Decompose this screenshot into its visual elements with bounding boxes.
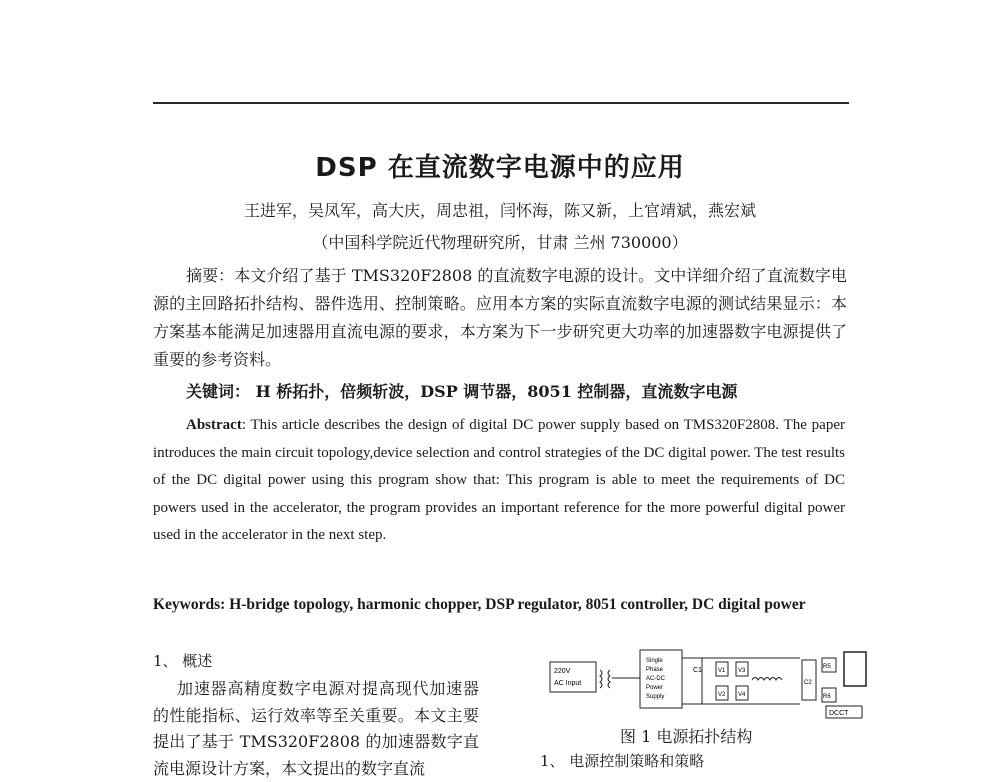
abstract-chinese: 摘要：本文介绍了基于 TMS320F2808 的直流数字电源的设计。文中详细介绍了直流数字电源的主回路拓扑结构、器件选用、控制策略。应用本方案的实际直流数字电源的测试结果显示：本方案基本能满足加速器用直流电源的要求，本方案为下一步研究更大功率的加速器数字电源提供了重要的参考资料。 bbox=[153, 266, 847, 369]
block-label-1: Single bbox=[646, 658, 663, 664]
section-body: 加速器高精度数字电源对提高现代加速器的性能指标、运行效率等至关重要。本文主要提出了基于 TMS320F2808 的加速器数字直流电源设计方案，本文提出的数字直流 bbox=[153, 679, 479, 778]
abstract-english-text: : This article describes the design of digital DC power supply based on TMS320F2808. The paper introduces the main circuit topology,device selection and control strategies of the DC digital power. The test results of the DC digital power using this program show that: This program is able to meet the requirements of DC powers used in the accelerator, the program provides an important reference for the more powerful digital power used in the accelerator in the next step. bbox=[153, 417, 845, 543]
block-label-3: AC-DC bbox=[646, 676, 665, 682]
block-label-2: Phase bbox=[646, 667, 664, 673]
section-heading: 1、 概述 bbox=[153, 652, 213, 670]
paper-title: DSP 在直流数字电源中的应用 bbox=[315, 153, 685, 183]
v2-label: V2 bbox=[718, 692, 726, 698]
keywords-chinese: 关键词： H 桥拓扑，倍频斩波，DSP 调节器，8051 控制器，直流数字电源 bbox=[186, 382, 738, 401]
circuit-topology-figure bbox=[540, 640, 880, 720]
ac-input-box bbox=[550, 662, 596, 692]
author-list: 王进军，吴凤军，高大庆，周忠祖，闫怀海，陈又新，上官靖斌，燕宏斌 bbox=[243, 201, 756, 220]
load-coil bbox=[844, 652, 866, 686]
r6-label: R6 bbox=[823, 694, 831, 700]
ac-input-label-1: 220V bbox=[554, 668, 571, 675]
figure-caption: 图 1 电源拓扑结构 bbox=[620, 727, 753, 746]
affiliation: （中国科学院近代物理研究所，甘肃 兰州 730000） bbox=[312, 233, 688, 252]
c2-label: C2 bbox=[804, 680, 812, 686]
block-label-5: Supply bbox=[646, 694, 665, 700]
transformer-coil-2 bbox=[608, 670, 610, 688]
abstract-english bbox=[153, 412, 845, 550]
v3-label: V3 bbox=[738, 668, 746, 674]
abstract-label: Abstract bbox=[186, 417, 242, 433]
filter-inductor bbox=[752, 678, 782, 681]
ac-input-label-2: AC Input bbox=[554, 680, 582, 687]
dcct-label: DCCT bbox=[829, 710, 849, 717]
keywords-english: Keywords: H-bridge topology, harmonic chopper, DSP regulator, 8051 controller, DC digital power bbox=[153, 596, 806, 613]
next-section-partial: 1、 电源控制策略和策略 bbox=[540, 752, 705, 770]
header-rule bbox=[153, 102, 849, 104]
block-label-4: Power bbox=[646, 685, 664, 691]
transformer-coil bbox=[600, 670, 602, 688]
v1-label: V1 bbox=[718, 668, 726, 674]
r5-label: R5 bbox=[823, 664, 831, 670]
v4-label: V4 bbox=[738, 692, 746, 698]
c1-label: C1 bbox=[693, 667, 702, 674]
